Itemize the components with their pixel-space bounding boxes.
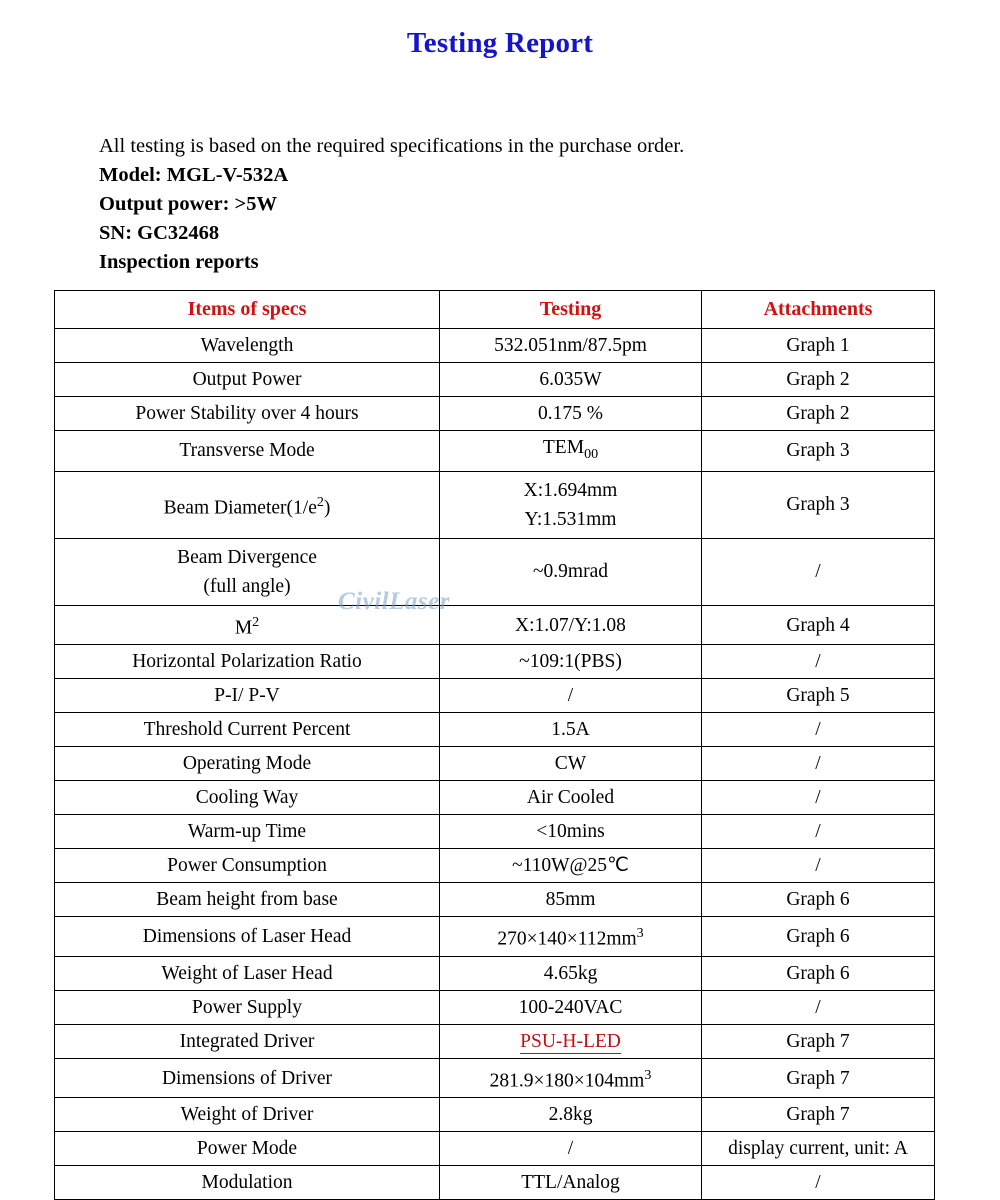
cell-testing: <10mins [440,815,702,849]
cell-testing [440,917,702,957]
cell-attachment: Graph 2 [702,363,935,397]
beam-diameter-superscript: 2 [316,493,324,510]
beam-diameter-x: X:1.694mm [523,479,618,501]
m-squared-base: M [234,617,253,639]
cell-attachment: / [702,990,935,1024]
cell-attachment: Graph 6 [702,917,935,957]
cell-attachment: Graph 6 [702,956,935,990]
table-row [55,679,935,713]
page-title: Testing Report [406,27,594,59]
column-header-items: Items of specs [55,291,440,329]
cell-attachment: / [702,645,935,679]
cell-attachment: / [702,747,935,781]
cell-testing: X:1.07/Y:1.08 [440,605,702,645]
cell-item [55,471,440,538]
table-row [55,471,935,538]
table-row [55,1024,935,1058]
cell-testing: ~110W@25℃ [440,849,702,883]
cell-testing: 6.035W [440,363,702,397]
cell-item: Beam height from base [55,883,440,917]
dims-driver-superscript: 3 [644,1066,652,1083]
output-power-line: Output power: >5W [99,193,277,215]
cell-item: Weight of Driver [55,1098,440,1132]
cell-item: Power Supply [55,990,440,1024]
cell-testing: 85mm [440,883,702,917]
cell-item [55,538,440,605]
dims-head-superscript: 3 [636,925,644,942]
table-row [55,363,935,397]
integrated-driver-value: PSU-H-LED [520,1030,621,1052]
cell-item: Threshold Current Percent [55,713,440,747]
cell-testing [440,1058,702,1098]
cell-attachment: Graph 6 [702,883,935,917]
cell-testing: Air Cooled [440,781,702,815]
cell-testing: 532.051nm/87.5pm [440,329,702,363]
cell-item: Dimensions of Driver [55,1058,440,1098]
cell-item: Transverse Mode [55,431,440,472]
cell-testing: 100-240VAC [440,990,702,1024]
cell-testing [440,471,702,538]
table-row [55,815,935,849]
dims-driver-base: 281.9×180×104mm [489,1070,645,1092]
table-row [55,1098,935,1132]
table-row [55,329,935,363]
table-row [55,645,935,679]
cell-item: Power Consumption [55,849,440,883]
cell-testing: 1.5A [440,713,702,747]
inspection-reports-heading: Inspection reports [99,251,259,273]
table-row [55,917,935,957]
beam-diameter-prefix: Beam Diameter(1/e [163,497,317,519]
cell-testing: 4.65kg [440,956,702,990]
column-header-attachments: Attachments [702,291,935,329]
cell-testing: / [440,679,702,713]
table-row [55,397,935,431]
intro-block [0,132,1000,277]
cell-testing: ~0.9mrad [440,538,702,605]
cell-attachment: Graph 4 [702,605,935,645]
table-row [55,713,935,747]
cell-attachment: / [702,1166,935,1200]
cell-attachment: / [702,713,935,747]
tem-subscript: 00 [584,445,599,462]
table-row [55,849,935,883]
beam-diameter-suffix: ) [323,497,331,519]
table-row [55,956,935,990]
cell-testing: 0.175 % [440,397,702,431]
cell-testing [440,1024,702,1058]
table-row [55,538,935,605]
cell-attachment: Graph 7 [702,1098,935,1132]
cell-item: Cooling Way [55,781,440,815]
table-row [55,1132,935,1166]
table-header-row [55,291,935,329]
cell-item: Dimensions of Laser Head [55,917,440,957]
table-row [55,431,935,472]
table-row [55,883,935,917]
cell-testing: 2.8kg [440,1098,702,1132]
cell-attachment: Graph 5 [702,679,935,713]
cell-item: Warm-up Time [55,815,440,849]
cell-item: Modulation [55,1166,440,1200]
tem-base: TEM [542,437,585,458]
cell-item: Horizontal Polarization Ratio [55,645,440,679]
cell-item: Weight of Laser Head [55,956,440,990]
beam-diameter-y: Y:1.531mm [524,508,617,530]
table-row [55,990,935,1024]
table-row [55,781,935,815]
serial-number-line: SN: GC32468 [99,222,220,244]
cell-item: P-I/ P-V [55,679,440,713]
cell-testing: TTL/Analog [440,1166,702,1200]
cell-item: Integrated Driver [55,1024,440,1058]
cell-attachment: display current, unit: A [702,1132,935,1166]
cell-item: Wavelength [55,329,440,363]
cell-attachment: / [702,849,935,883]
cell-attachment: Graph 7 [702,1024,935,1058]
model-line: Model: MGL-V-532A [99,164,289,186]
cell-testing [440,431,702,472]
dims-head-base: 270×140×112mm [497,928,637,950]
intro-text: All testing is based on the required specifications in the purchase order. [99,135,685,157]
table-row [55,1166,935,1200]
m-squared-superscript: 2 [252,613,260,630]
cell-attachment: Graph 1 [702,329,935,363]
cell-item [55,605,440,645]
cell-item: Power Stability over 4 hours [55,397,440,431]
cell-attachment: / [702,781,935,815]
table-row [55,747,935,781]
cell-testing: / [440,1132,702,1166]
watermark: CivilLaser [338,588,450,615]
cell-testing: CW [440,747,702,781]
cell-attachment: Graph 2 [702,397,935,431]
cell-testing: ~109:1(PBS) [440,645,702,679]
cell-item: Power Mode [55,1132,440,1166]
divergence-line-2: (full angle) [203,575,291,597]
cell-attachment: Graph 3 [702,431,935,472]
divergence-line-1: Beam Divergence [177,546,317,568]
cell-attachment: Graph 3 [702,471,935,538]
cell-attachment: Graph 7 [702,1058,935,1098]
cell-item: Output Power [55,363,440,397]
column-header-testing: Testing [440,291,702,329]
cell-item: Operating Mode [55,747,440,781]
specifications-table [54,290,935,1200]
cell-attachment: / [702,538,935,605]
table-row [55,605,935,645]
table-row [55,1058,935,1098]
cell-attachment: / [702,815,935,849]
